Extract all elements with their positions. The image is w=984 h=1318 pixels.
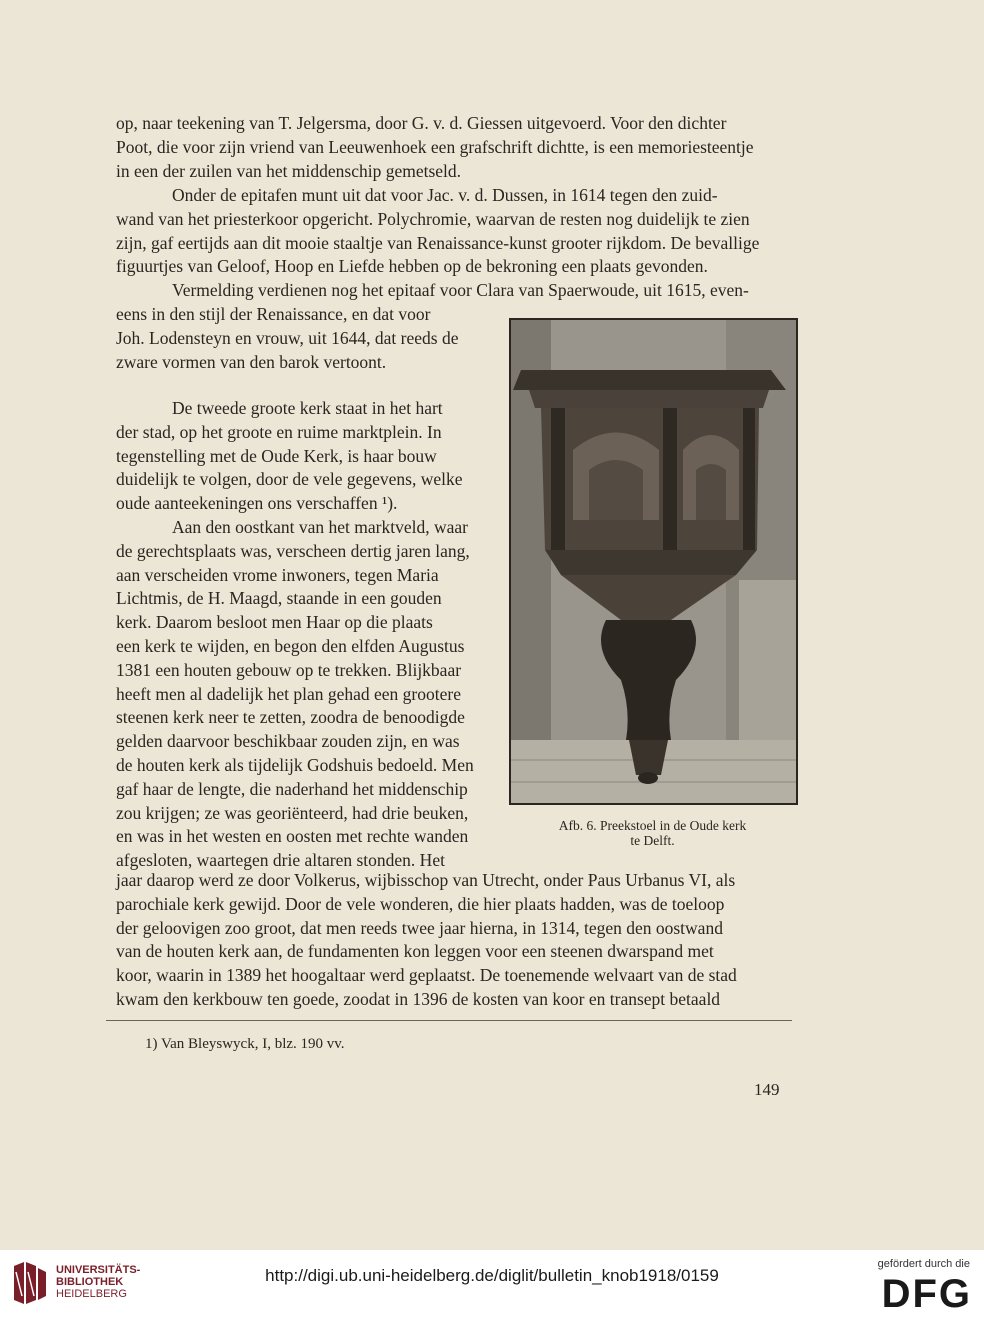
paragraph-4: De tweede groote kerk staat in het hart der stad, op het groote en ruime marktplein. In tegenstelling met de Oude Kerk, is haar bouw duidelijk te volgen, door de vele gegevens, welke oude aanteekeningen ons verschaffen ¹).	[116, 398, 463, 514]
pulpit-photograph	[509, 318, 798, 805]
paragraph-1: op, naar teekening van T. Jelgersma, door G. v. d. Giessen uitgevoerd. Voor den dichter Poot, die voor zijn vriend van Leeuwenhoek een grafschrift dichtte, is een memoriesteentje in een der zuilen van het middenschip gemetseld.	[116, 113, 754, 181]
source-url-link[interactable]: http://digi.ub.uni-heidelberg.de/diglit/bulletin_knob1918/0159	[265, 1266, 719, 1285]
dfg-logo: DFG	[881, 1272, 972, 1316]
figure-caption: Afb. 6. Preekstoel in de Oude kerk te Delft.	[558, 818, 747, 848]
paragraph-2: Onder de epitafen munt uit dat voor Jac. v. d. Dussen, in 1614 tegen den zuid- wand van het priesterkoor opgericht. Polychromie, waarvan de resten nog duidelijk te zien zijn, gaf eertijds aan dit mooie staaltje van Renaissance-kunst grooter rijkdom. De bevallige figuurtjes van Geloof, Hoop en Liefde hebben op de bekroning een plaats gevonden.	[116, 185, 760, 277]
footnote: 1) Van Bleyswyck, I, blz. 190 vv.	[145, 1036, 345, 1052]
footnote-divider	[106, 1020, 792, 1021]
paragraph-5-wide: jaar daarop werd ze door Volkerus, wijbisschop van Utrecht, onder Paus Urbanus VI, als parochiale kerk gewijd. Door de vele wonderen, die hier plaats hadden, was de toeloop der geloovigen zoo groot, dat men reeds twee jaar hierna, in 1314, tegen den oostwand van de houten kerk aan, de fundamenten kon leggen voor een steenen dwarspand met koor, waarin in 1389 het hoogaltaar werd geplaatst. De toenemende welvaart van de stad kwam den kerkbouw ten goede, zoodat in 1396 de kosten van koor en transept betaald	[116, 870, 737, 1009]
university-library-name: UNIVERSITÄTS- BIBLIOTHEK HEIDELBERG	[56, 1264, 141, 1300]
paragraph-3-continued: eens in den stijl der Renaissance, en dat voor Joh. Lodensteyn en vrouw, uit 1644, dat reeds de zware vormen van den barok vertoont.	[116, 304, 459, 372]
page-number: 149	[754, 1080, 780, 1099]
paragraph-3-first-line: Vermelding verdienen nog het epitaaf voor Clara van Spaerwoude, uit 1615, even-	[172, 280, 749, 300]
funding-note: gefördert durch die	[877, 1258, 970, 1270]
paragraph-5-narrow: Aan den oostkant van het marktveld, waar de gerechtsplaats was, verscheen dertig jaren lang, aan verscheiden vrome inwoners, tegen Maria Lichtmis, de H. Maagd, staande in een gouden kerk. Daarom besloot men Haar op die plaats een kerk te wijden, en begon den elfden Augustus 1381 een houten gebouw op te trekken. Blijkbaar heeft men al dadelijk het plan gehad een grootere steenen kerk neer te zetten, zoodra de benoodigde gelden daarvoor beschikbaar zouden zijn, en was de houten kerk als tijdelijk Godshuis bedoeld. Men gaf haar de lengte, die naderhand het middenschip zou krijgen; ze was georiënteerd, had drie beuken, en was in het westen en oosten met rechte wanden afgesloten, waartegen drie altaren stonden. Het	[116, 517, 474, 871]
digitization-footer	[0, 1250, 984, 1318]
